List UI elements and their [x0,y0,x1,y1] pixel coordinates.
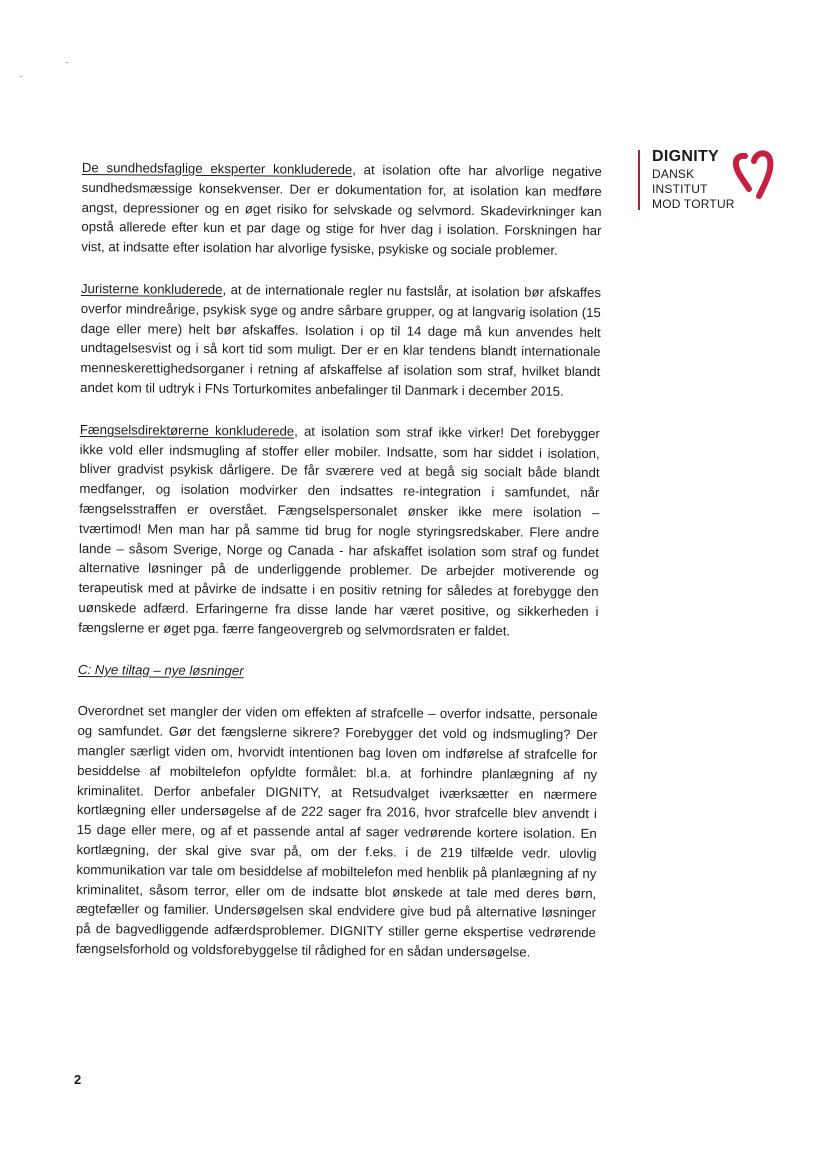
logo-line-1: DANSK [652,167,695,181]
scan-speck [20,76,22,77]
paragraph-text: , at de internationale regler nu fastslår, at isolation bør afskaffes overfor mindreårige, psykisk syge og andre sårbare grupper, og at langvarig isolation (15 dage eller mere) helt bør afskaffes. Isolation i op til 14 dage må kun anvendes helt undtagelsesvist og i så kort tid som muligt. Der er en klar tendens blandt internationale menneskerettighedsorganer i retning af afskaffelse af isolation som straf, hvilket blandt andet kom til udtryk i FNs Torturkomites anbefalinger til Danmark i december 2015. [80,282,602,399]
paragraph-lead: Fængselsdirektørerne konkluderede [79,421,295,439]
logo-line-3: MOD TORTUR [652,197,735,211]
logo-name: DIGNITY [652,148,719,165]
paragraph-lead: De sundhedsfaglige eksperter konkluderede [81,159,353,178]
paragraph-lead: Juristerne konkluderede [80,280,223,298]
paragraph-jurists [80,279,601,402]
paragraph-text: , at isolation som straf ikke virker! Det forebygger ikke vold eller indsmugling af stoffer eller mobiler. Indsatte, som har siddet i isolation, bliver gradvist psykisk dårligere. De får sværere ved at begå sig socialt både blandt medfanger, og isolation modvirker den indsattes re-integration i samfundet, når fængselsstraffen er overstået. Fængselspersonalet ønsker ikke mere isolation – tværtimod! Men man har på samme tid brug for nogle styringsredskaber. Flere andre lande – såsom Sverige, Norge og Canada - har afskaffet isolation som straf og fundet alternative løsninger på de underliggende problemer. De arbejder motiverende og terapeutisk med at påvirke de indsatte i en positiv retning for således at forebygge den uønskede adfærd. Erfaringerne fra disse lande har været positive, og sikkerheden i fængslerne er øget pga. færre fangeovergreb og selvmordsraten er faldet. [78,423,600,639]
document-body [76,158,602,985]
paragraph-prison-directors [78,420,600,642]
dignity-logo [638,146,788,218]
paragraph-health-experts [81,158,602,261]
heart-icon [728,146,778,210]
scan-speck [66,62,68,63]
paragraph-text: , at isolation ofte har alvorlige negative sundhedsmæssige konsekvenser. Der er dokumentation for, at isolation kan medføre angst, depressioner og en øget risiko for selvskade og selvmord. Skadevirkninger kan opstå allerede efter kun et par dage og stige for hver dag i isolation. Forskningen har vist, at indsatte efter isolation har alvorlige fysiske, psykiske og sociale problemer. [81,162,602,258]
logo-bar [638,150,640,210]
logo-line-2: INSTITUT [652,182,708,196]
paragraph-recommendation: Overordnet set mangler der viden om effekten af strafcelle – overfor indsatte, personale og samfundet. Gør det fængslerne sikrere? Forebygger det vold og indsmugling? Der mangler særligt viden om, hvorvidt intentionen bag loven om indførelse af strafcelle for besiddelse af mobiltelefon opfyldte formålet: bl.a. at forhindre planlægning af ny kriminalitet. Derfor anbefaler DIGNITY, at Retsudvalget iværksætter en nærmere kortlægning eller undersøgelse af de 222 sager fra 2016, hvor strafcelle blev anvendt i 15 dage eller mere, og af et passende antal af sager vedrørende kortere isolation. En kortlægning, der skal give svar på, om der f.eks. i de 219 tilfælde vedr. ulovlig kommunikation var tale om besiddelse af mobiltelefon med henblik på planlægning af ny kriminalitet, såsom terror, eller om de indsatte blot ønskede at tale med deres børn, ægtefæller og familier. Undersøgelsen skal endvidere give bud på alternative løsninger på de bagvedliggende adfærdsproblemer. DIGNITY stiller gerne ekspertise vedrørende fængselsforhold og voldsforebyggelse til rådighed for en sådan undersøgelse. [75,703,598,960]
page-number: 2 [74,1072,82,1087]
logo-text [652,147,735,212]
section-heading: C: Nye tiltag – nye løsninger [77,661,244,678]
